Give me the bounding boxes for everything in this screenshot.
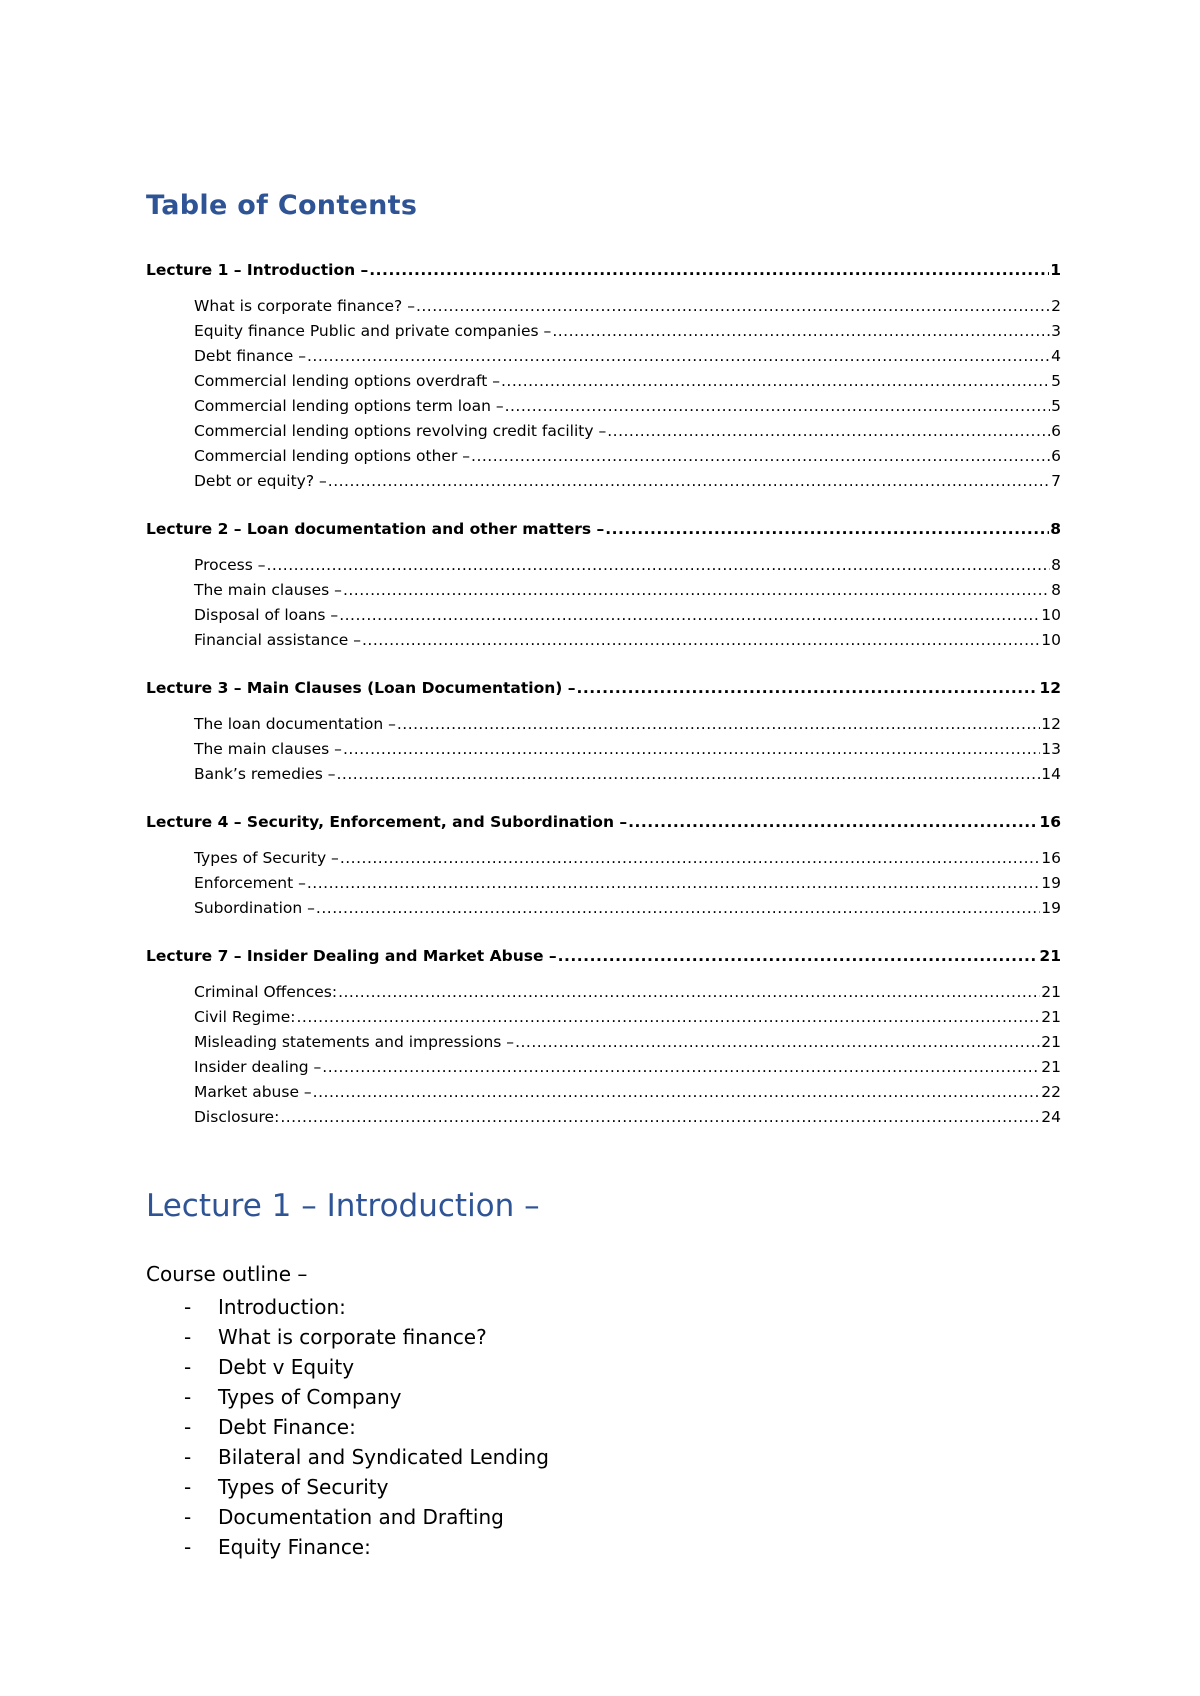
toc-page-number: 5 <box>1051 372 1061 390</box>
toc-entry-label: Commercial lending options overdraft – <box>194 372 500 390</box>
toc-dot-leader <box>515 1030 1040 1055</box>
toc-entry-subsection[interactable] <box>146 846 1061 871</box>
list-item-text: What is corporate finance? <box>218 1325 487 1349</box>
toc-entry-label: The main clauses – <box>194 740 342 758</box>
toc-page-number: 2 <box>1051 297 1061 315</box>
toc-entry-label: Enforcement – <box>194 874 306 892</box>
toc-dot-leader <box>307 344 1050 369</box>
toc-page-number: 19 <box>1041 899 1061 917</box>
toc-dot-leader <box>607 419 1050 444</box>
list-item <box>146 1292 549 1322</box>
toc-page-number: 19 <box>1041 874 1061 892</box>
toc-entry-lecture[interactable] <box>146 676 1061 712</box>
toc-entry-subsection[interactable] <box>146 294 1061 319</box>
list-item-text: Bilateral and Syndicated Lending <box>218 1445 549 1469</box>
toc-dot-leader <box>558 944 1039 968</box>
toc-dot-leader <box>280 1105 1040 1130</box>
toc-entry-label: Misleading statements and impressions – <box>194 1033 515 1051</box>
toc-entry-label: Lecture 2 – Loan documentation and other matters – <box>146 520 605 538</box>
toc-section <box>146 517 1061 653</box>
toc-entry-label: Bank’s remedies – <box>194 765 336 783</box>
toc-entry-subsection[interactable] <box>146 1105 1061 1130</box>
toc-entry-subsection[interactable] <box>146 1030 1061 1055</box>
toc-dot-leader <box>577 676 1039 700</box>
toc-entry-label: Commercial lending options other – <box>194 447 471 465</box>
toc-entry-label: The main clauses – <box>194 581 342 599</box>
toc-entry-label: Financial assistance – <box>194 631 361 649</box>
toc-entry-lecture[interactable] <box>146 258 1061 294</box>
toc-entry-subsection[interactable] <box>146 1055 1061 1080</box>
bullet-marker: - <box>184 1355 192 1379</box>
toc-entry-label: Lecture 4 – Security, Enforcement, and Subordination – <box>146 813 628 831</box>
toc-dot-leader <box>343 578 1050 603</box>
toc-entry-subsection[interactable] <box>146 578 1061 603</box>
toc-entry-subsection[interactable] <box>146 762 1061 787</box>
list-item <box>146 1502 549 1532</box>
toc-entry-label: Civil Regime: <box>194 1008 296 1026</box>
toc-dot-leader <box>266 553 1050 578</box>
table-of-contents <box>146 258 1061 1153</box>
toc-page-number: 4 <box>1051 347 1061 365</box>
toc-entry-subsection[interactable] <box>146 319 1061 344</box>
list-item-text: Debt v Equity <box>218 1355 355 1379</box>
list-item <box>146 1382 549 1412</box>
toc-entry-lecture[interactable] <box>146 810 1061 846</box>
toc-entry-label: What is corporate finance? – <box>194 297 415 315</box>
toc-entry-label: Lecture 7 – Insider Dealing and Market Abuse – <box>146 947 557 965</box>
toc-entry-subsection[interactable] <box>146 469 1061 494</box>
list-item <box>146 1352 549 1382</box>
toc-dot-leader <box>313 1080 1041 1105</box>
toc-section <box>146 258 1061 494</box>
toc-dot-leader <box>337 762 1041 787</box>
toc-dot-leader <box>316 896 1040 921</box>
list-item <box>146 1412 549 1442</box>
toc-page-number: 21 <box>1041 1033 1061 1051</box>
toc-page-number: 16 <box>1041 849 1061 867</box>
toc-dot-leader <box>362 628 1040 653</box>
toc-entry-subsection[interactable] <box>146 444 1061 469</box>
bullet-marker: - <box>184 1505 192 1529</box>
toc-page-number: 5 <box>1051 397 1061 415</box>
toc-entry-label: Disclosure: <box>194 1108 280 1126</box>
toc-entry-label: Market abuse – <box>194 1083 312 1101</box>
toc-entry-lecture[interactable] <box>146 944 1061 980</box>
toc-entry-label: Debt finance – <box>194 347 306 365</box>
toc-entry-label: Debt or equity? – <box>194 472 327 490</box>
toc-dot-leader <box>338 980 1040 1005</box>
list-item <box>146 1532 549 1562</box>
toc-dot-leader <box>416 294 1050 319</box>
toc-entry-lecture[interactable] <box>146 517 1061 553</box>
toc-section <box>146 676 1061 787</box>
toc-page-number: 13 <box>1041 740 1061 758</box>
toc-entry-subsection[interactable] <box>146 1005 1061 1030</box>
toc-dot-leader <box>369 258 1049 282</box>
toc-entry-subsection[interactable] <box>146 369 1061 394</box>
course-outline-title: Course outline – <box>146 1262 308 1286</box>
bullet-marker: - <box>184 1475 192 1499</box>
toc-dot-leader <box>328 469 1050 494</box>
toc-entry-subsection[interactable] <box>146 737 1061 762</box>
list-item-text: Types of Security <box>218 1475 389 1499</box>
list-item-text: Equity Finance: <box>218 1535 371 1559</box>
toc-entry-subsection[interactable] <box>146 603 1061 628</box>
list-item-text: Types of Company <box>218 1385 402 1409</box>
bullet-marker: - <box>184 1325 192 1349</box>
toc-dot-leader <box>605 517 1049 541</box>
toc-page-number: 14 <box>1041 765 1061 783</box>
toc-entry-label: Commercial lending options term loan – <box>194 397 504 415</box>
toc-page-number: 21 <box>1041 1008 1061 1026</box>
course-outline-list <box>146 1292 549 1562</box>
toc-entry-label: Lecture 3 – Main Clauses (Loan Documentation) – <box>146 679 576 697</box>
list-item <box>146 1442 549 1472</box>
bullet-marker: - <box>184 1385 192 1409</box>
toc-page-number: 21 <box>1041 1058 1061 1076</box>
bullet-marker: - <box>184 1415 192 1439</box>
toc-entry-label: Commercial lending options revolving credit facility – <box>194 422 607 440</box>
toc-entry-label: Insider dealing – <box>194 1058 322 1076</box>
toc-page-number: 24 <box>1041 1108 1061 1126</box>
toc-entry-label: Lecture 1 – Introduction – <box>146 261 369 279</box>
toc-dot-leader <box>505 394 1051 419</box>
toc-page-number: 8 <box>1051 581 1061 599</box>
bullet-marker: - <box>184 1535 192 1559</box>
toc-page-number: 8 <box>1050 520 1061 538</box>
bullet-marker: - <box>184 1445 192 1469</box>
list-item <box>146 1472 549 1502</box>
bullet-marker: - <box>184 1295 192 1319</box>
toc-dot-leader <box>339 603 1040 628</box>
toc-dot-leader <box>340 846 1040 871</box>
toc-entry-subsection[interactable] <box>146 871 1061 896</box>
toc-entry-label: Subordination – <box>194 899 315 917</box>
list-item-text: Debt Finance: <box>218 1415 356 1439</box>
toc-page-number: 3 <box>1051 322 1061 340</box>
toc-entry-subsection[interactable] <box>146 419 1061 444</box>
toc-page-number: 16 <box>1039 813 1061 831</box>
toc-page-number: 21 <box>1041 983 1061 1001</box>
toc-entry-label: Process – <box>194 556 266 574</box>
toc-entry-subsection[interactable] <box>146 394 1061 419</box>
toc-dot-leader <box>343 737 1040 762</box>
toc-entry-subsection[interactable] <box>146 896 1061 921</box>
toc-page-number: 12 <box>1039 679 1061 697</box>
toc-dot-leader <box>628 810 1038 834</box>
toc-entry-label: Disposal of loans – <box>194 606 339 624</box>
toc-dot-leader <box>322 1055 1040 1080</box>
toc-entry-label: Criminal Offences: <box>194 983 338 1001</box>
toc-entry-subsection[interactable] <box>146 344 1061 369</box>
toc-title: Table of Contents <box>146 190 418 221</box>
toc-entry-label: The loan documentation – <box>194 715 396 733</box>
toc-entry-subsection[interactable] <box>146 712 1061 737</box>
toc-page-number: 6 <box>1051 422 1061 440</box>
toc-section <box>146 944 1061 1130</box>
toc-page-number: 10 <box>1041 606 1061 624</box>
toc-entry-subsection[interactable] <box>146 980 1061 1005</box>
toc-entry-subsection[interactable] <box>146 1080 1061 1105</box>
toc-dot-leader <box>471 444 1050 469</box>
list-item <box>146 1322 549 1352</box>
toc-page-number: 1 <box>1050 261 1061 279</box>
list-item-text: Documentation and Drafting <box>218 1505 504 1529</box>
toc-entry-subsection[interactable] <box>146 628 1061 653</box>
toc-section <box>146 810 1061 921</box>
toc-page-number: 7 <box>1051 472 1061 490</box>
toc-dot-leader <box>501 369 1050 394</box>
toc-page-number: 12 <box>1041 715 1061 733</box>
toc-page-number: 22 <box>1041 1083 1061 1101</box>
toc-entry-label: Equity finance Public and private companies – <box>194 322 552 340</box>
toc-page-number: 8 <box>1051 556 1061 574</box>
toc-dot-leader <box>397 712 1040 737</box>
toc-page-number: 10 <box>1041 631 1061 649</box>
toc-dot-leader <box>307 871 1040 896</box>
toc-entry-label: Types of Security – <box>194 849 339 867</box>
toc-dot-leader <box>552 319 1050 344</box>
list-item-text: Introduction: <box>218 1295 346 1319</box>
toc-page-number: 21 <box>1039 947 1061 965</box>
lecture-heading: Lecture 1 – Introduction – <box>146 1188 540 1224</box>
toc-page-number: 6 <box>1051 447 1061 465</box>
toc-entry-subsection[interactable] <box>146 553 1061 578</box>
toc-dot-leader <box>296 1005 1040 1030</box>
